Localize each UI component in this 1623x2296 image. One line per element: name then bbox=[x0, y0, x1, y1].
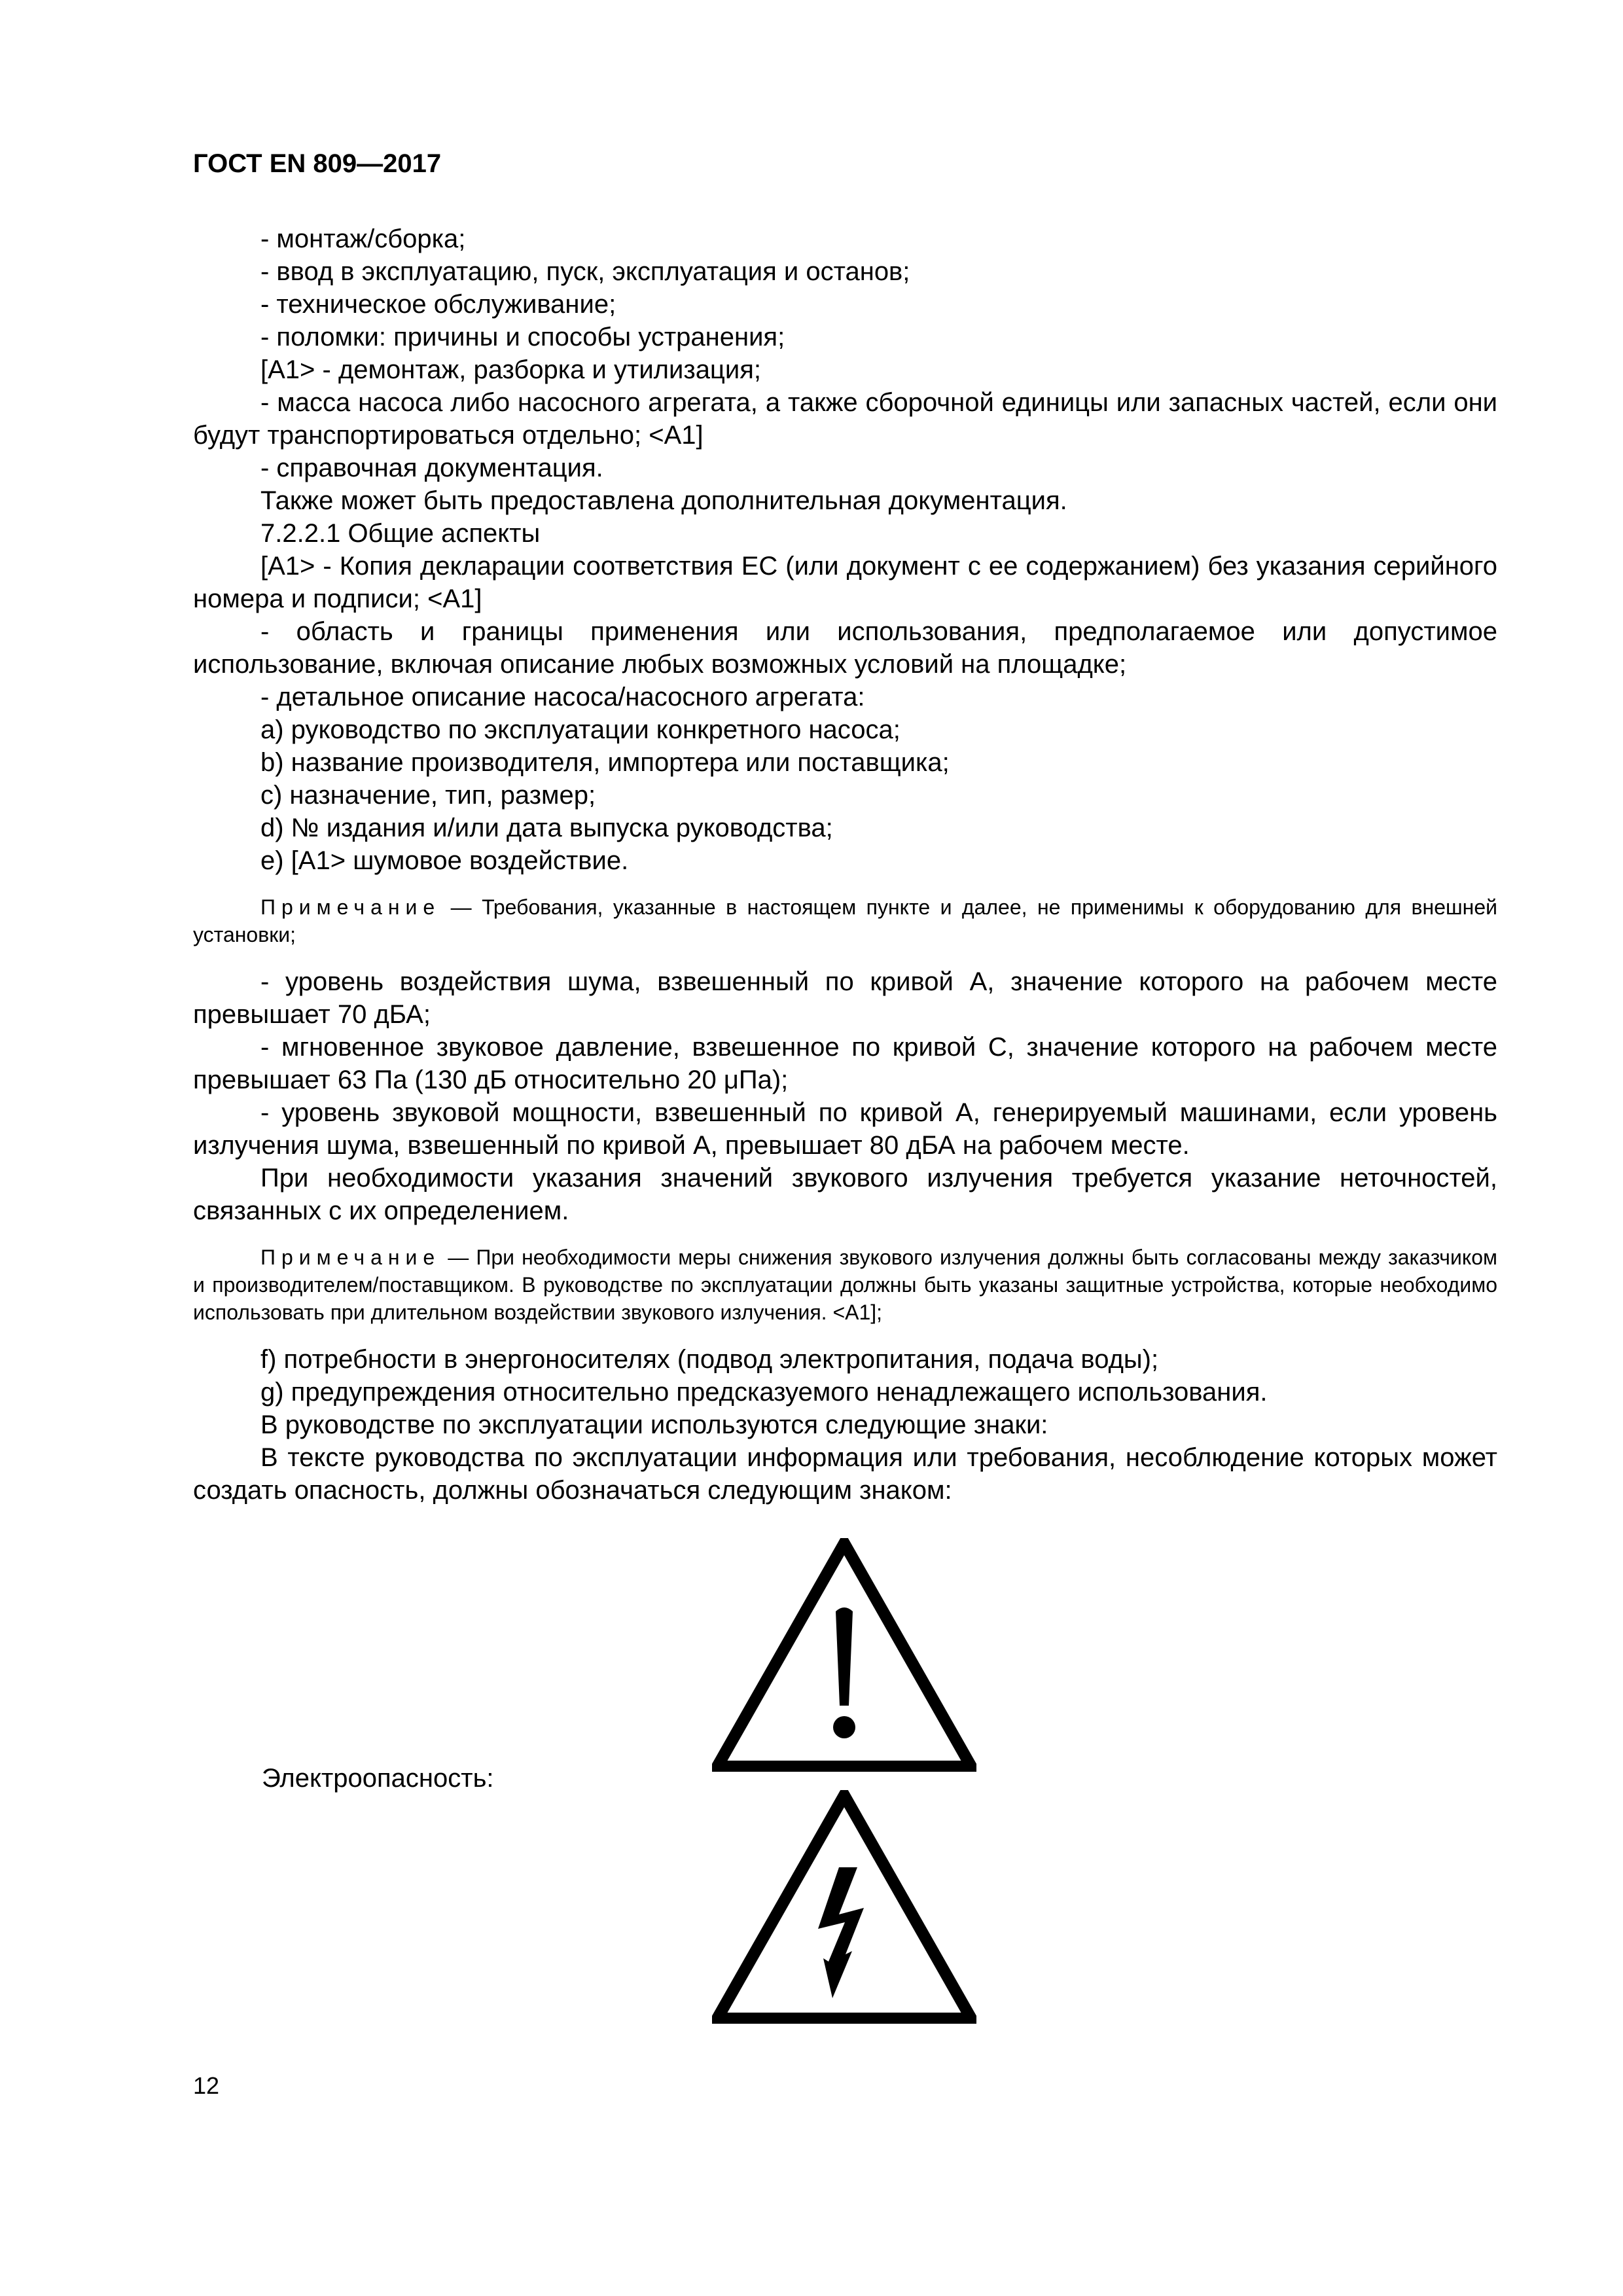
list-item: а) руководство по эксплуатации конкретного насоса; bbox=[260, 715, 901, 744]
list-item: [А1> - демонтаж, разборка и утилизация; bbox=[260, 355, 761, 384]
note-1 bbox=[193, 893, 1497, 948]
list-item: - справочная документация. bbox=[260, 454, 603, 482]
list-item: - уровень звуковой мощности, взвешенный по кривой А, генерируемый машинами, если уровень излучения шума, взвешенный по кривой А, превышает 80 дБА на рабочем месте. bbox=[193, 1098, 1497, 1160]
document-header: ГОСТ EN 809—2017 bbox=[193, 149, 442, 178]
section-heading: 7.2.2.1 Общие аспекты bbox=[260, 519, 541, 548]
electro-hazard-label: Электроопасность: bbox=[262, 1764, 494, 1793]
list-item: - масса насоса либо насосного агрегата, а также сборочной единицы или запасных частей, если они будут транспортироваться отдельно; <А1] bbox=[193, 388, 1497, 450]
list-item: - уровень воздействия шума, взвешенный по кривой А, значение которого на рабочем месте превышает 70 дБА; bbox=[193, 967, 1497, 1029]
list-item: - техническое обслуживание; bbox=[260, 290, 616, 319]
list-item: g) предупреждения относительно предсказуемого ненадлежащего использования. bbox=[260, 1378, 1268, 1407]
note-label: Примечание bbox=[260, 1246, 441, 1269]
high-voltage-icon bbox=[712, 1790, 976, 2024]
paragraph: В руководстве по эксплуатации используются следующие знаки: bbox=[260, 1410, 1048, 1439]
list-item: - детальное описание насоса/насосного агрегата: bbox=[260, 683, 865, 711]
list-item: [А1> - Копия декларации соответствия ЕС (или документ с ее содержанием) без указания серийного номера и подписи; <А1] bbox=[193, 552, 1497, 613]
list-item: d) № издания и/или дата выпуска руководства; bbox=[260, 814, 833, 842]
list-item: - область и границы применения или использования, предполагаемое или допустимое использование, включая описание любых возможных условий на площадке; bbox=[193, 617, 1497, 679]
list-item: с) назначение, тип, размер; bbox=[260, 781, 596, 810]
list-item: e) [А1> шумовое воздействие. bbox=[260, 846, 629, 875]
note-text: — Требования, указанные в настоящем пункте и далее, не применимы к оборудованию для внешней установки; bbox=[193, 895, 1497, 946]
list-item: f) потребности в энергоносителях (подвод электропитания, подача воды); bbox=[260, 1345, 1159, 1374]
note-2 bbox=[193, 1244, 1497, 1326]
paragraph: Также может быть предоставлена дополнительная документация. bbox=[260, 486, 1067, 515]
warning-triangle-icon bbox=[712, 1538, 976, 1772]
note-text: — При необходимости меры снижения звукового излучения должны быть согласованы между заказчиком и производителем/поставщиком. В руководстве по эксплуатации должны быть указаны защитные устройства, которые необходимо использовать при длительном воздействии звукового излучения. <А1]; bbox=[193, 1246, 1497, 1324]
body-text bbox=[193, 223, 1497, 1507]
list-item: b) название производителя, импортера или поставщика; bbox=[260, 748, 950, 777]
page-number: 12 bbox=[193, 2072, 220, 2099]
list-item: - мгновенное звуковое давление, взвешенное по кривой С, значение которого на рабочем месте превышает 63 Па (130 дБ относительно 20 μПа); bbox=[193, 1033, 1497, 1094]
list-item: - монтаж/сборка; bbox=[260, 224, 466, 253]
list-item: - поломки: причины и способы устранения; bbox=[260, 323, 785, 351]
paragraph: В тексте руководства по эксплуатации информация или требования, несоблюдение которых может создать опасность, должны обозначаться следующим знаком: bbox=[193, 1443, 1497, 1505]
list-item: - ввод в эксплуатацию, пуск, эксплуатация и останов; bbox=[260, 257, 910, 286]
note-label: Примечание bbox=[260, 895, 441, 919]
paragraph: При необходимости указания значений звукового излучения требуется указание неточностей, связанных с их определением. bbox=[193, 1164, 1497, 1225]
